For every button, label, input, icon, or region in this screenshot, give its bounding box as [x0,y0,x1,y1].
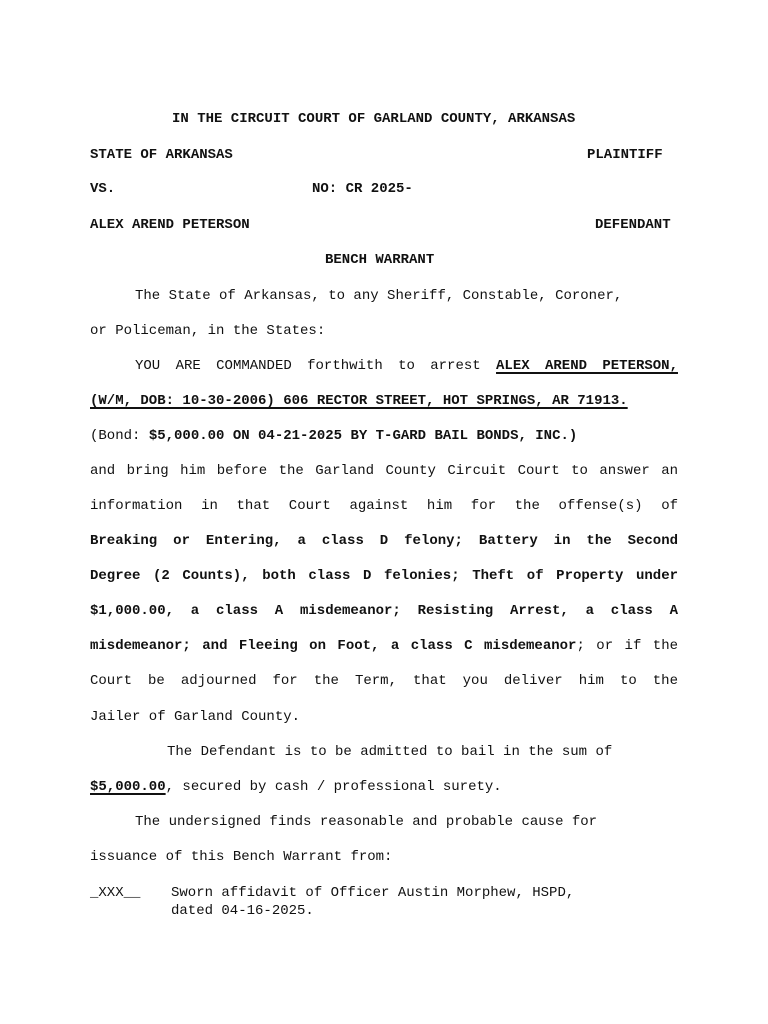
case-number: NO: CR 2025- [312,181,413,197]
defendant-address: (W/M, DOB: 10-30-2006) 606 RECTOR STREET, HOT SPRINGS, AR 71913. [90,393,628,409]
offense-line-2: Degree (2 Counts), both class D felonies; Theft of Property under [90,568,678,584]
command-line [135,358,678,374]
defendant-label: DEFENDANT [595,217,671,233]
command-prefix: YOU ARE COMMANDED forthwith to arrest [135,358,497,374]
bond-open: (Bond: [90,428,149,444]
bail-rest: , secured by cash / professional surety. [165,779,502,795]
plaintiff-name: STATE OF ARKANSAS [90,147,233,163]
affidavit-checkbox-mark: _XXX__ [90,885,141,901]
document-title: BENCH WARRANT [325,252,435,268]
body-line-7: Court be adjourned for the Term, that you deliver him to the [90,673,678,689]
bail-line-1: The Defendant is to be admitted to bail in the sum of [167,744,613,760]
offense-line-1: Breaking or Entering, a class D felony; Battery in the Second [90,533,678,549]
address-line-1: The State of Arkansas, to any Sheriff, Constable, Coroner, [135,288,623,304]
address-line-2: or Policeman, in the States: [90,323,326,339]
offense-line-4-rest: ; or if the [576,638,679,654]
affidavit-line-2: dated 04-16-2025. [171,903,314,919]
cause-line-2: issuance of this Bench Warrant from: [90,849,393,865]
offense-line-4-bold: misdemeanor; and Fleeing on Foot, a class C misdemeanor [90,638,577,654]
body-line-2: information in that Court against him for the offense(s) of [90,498,678,514]
offense-line-3: $1,000.00, a class A misdemeanor; Resisting Arrest, a class A [90,603,678,619]
bond-line [90,428,577,444]
offense-line-4 [90,638,678,654]
defendant-name: ALEX AREND PETERSON [90,217,250,233]
defendant-name-command: ALEX AREND PETERSON, [496,358,678,374]
body-line-1: and bring him before the Garland County Circuit Court to answer an [90,463,678,479]
plaintiff-label: PLAINTIFF [587,147,663,163]
body-line-8: Jailer of Garland County. [90,709,301,725]
court-heading: IN THE CIRCUIT COURT OF GARLAND COUNTY, ARKANSAS [172,111,576,127]
bond-detail: $5,000.00 ON 04-21-2025 BY T-GARD BAIL BONDS, INC.) [148,428,578,444]
affidavit-line-1: Sworn affidavit of Officer Austin Morphew, HSPD, [171,885,575,901]
bail-line-2 [90,779,502,795]
versus-label: VS. [90,181,116,197]
cause-line-1: The undersigned finds reasonable and probable cause for [135,814,598,830]
bail-amount: $5,000.00 [90,779,166,795]
